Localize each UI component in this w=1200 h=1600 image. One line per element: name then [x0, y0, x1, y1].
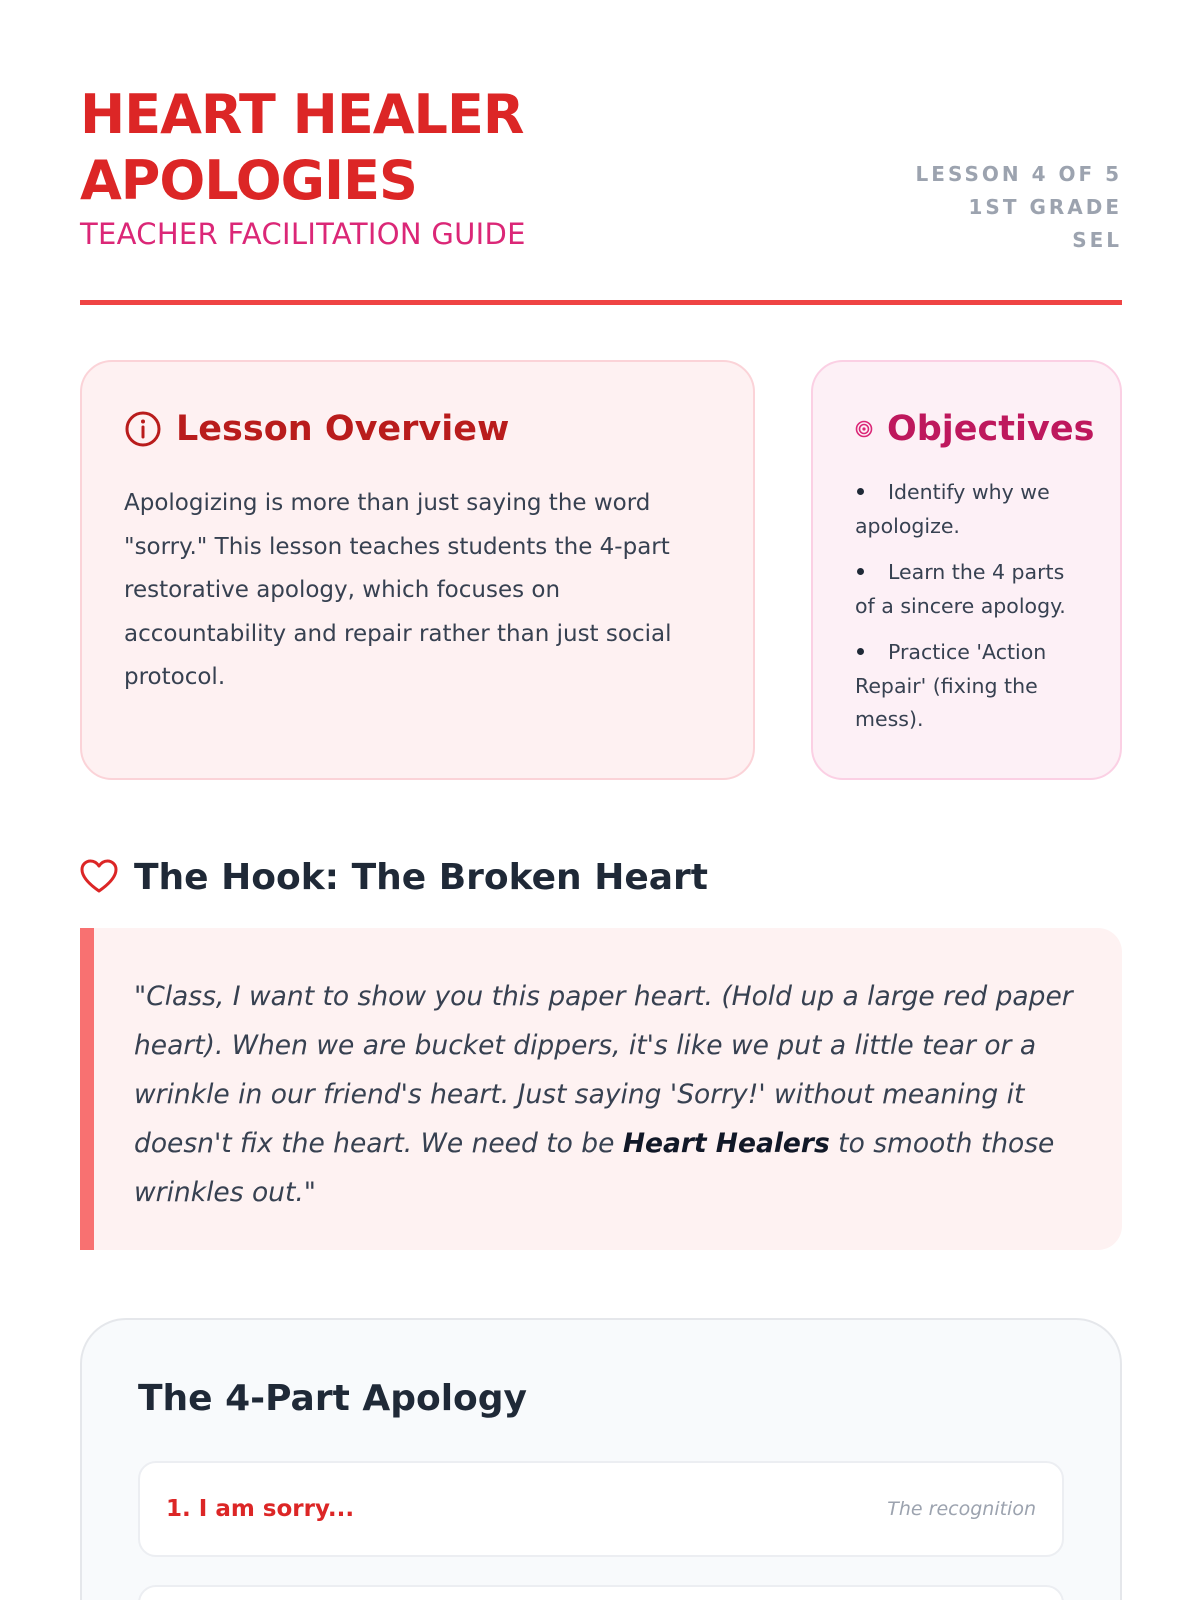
lesson-number: LESSON 4 OF 5 [915, 162, 1122, 186]
header [80, 82, 1122, 262]
overview-body: Apologizing is more than just saying the word "sorry." This lesson teaches students the 4-part restorative apology, which focuses on accountability and repair rather than just social protocol. [124, 490, 672, 690]
hook-header [80, 852, 708, 902]
objective-item: Practice 'Action Repair' (fixing the mess). [855, 640, 1047, 731]
four-part-apology-card [80, 1318, 1122, 1600]
heart-healers-emphasis: Heart Healers [622, 1128, 830, 1159]
heart-icon [80, 859, 118, 895]
lesson-meta [916, 158, 1122, 257]
objective-item: Learn the 4 parts of a sincere apology. [855, 560, 1066, 618]
objective-item: Identify why we apologize. [855, 480, 1050, 538]
apology-step [138, 1585, 1064, 1600]
step-title: 1. I am sorry... [166, 1496, 355, 1522]
info-circle-icon [124, 410, 162, 448]
bullet-icon [857, 488, 864, 495]
bullet-icon [857, 568, 864, 575]
apology-heading: The 4-Part Apology [138, 1378, 528, 1419]
page-subtitle: TEACHER FACILITATION GUIDE [80, 217, 526, 251]
hook-heading: The Hook: The Broken Heart [134, 856, 709, 898]
page-title: HEART HEALER APOLOGIES [80, 83, 524, 212]
hook-script-quote [80, 928, 1122, 1250]
hook-script-text: "Class, I want to show you this paper heart. (Hold up a large red paper heart). When we are bucket dippers, it's like we put a little tear or a wrinkle in our friend's heart. Just saying 'Sorry!' without meaning it doesn't fix the heart. We need to be Heart Healers to smooth those wrinkles out." [134, 981, 1073, 1208]
target-icon [855, 420, 873, 438]
lesson-overview-card [80, 360, 755, 780]
objectives-list [855, 476, 1080, 737]
overview-header [124, 404, 711, 454]
objectives-header [855, 404, 1095, 454]
overview-heading: Lesson Overview [176, 409, 510, 449]
objectives-card [811, 360, 1122, 780]
bullet-icon [857, 648, 864, 655]
header-divider [80, 300, 1122, 305]
subject: SEL [1072, 228, 1122, 252]
grade-level: 1ST GRADE [968, 195, 1122, 219]
objectives-heading: Objectives [887, 409, 1095, 449]
apology-step [138, 1461, 1064, 1557]
step-note: The recognition [887, 1498, 1036, 1520]
